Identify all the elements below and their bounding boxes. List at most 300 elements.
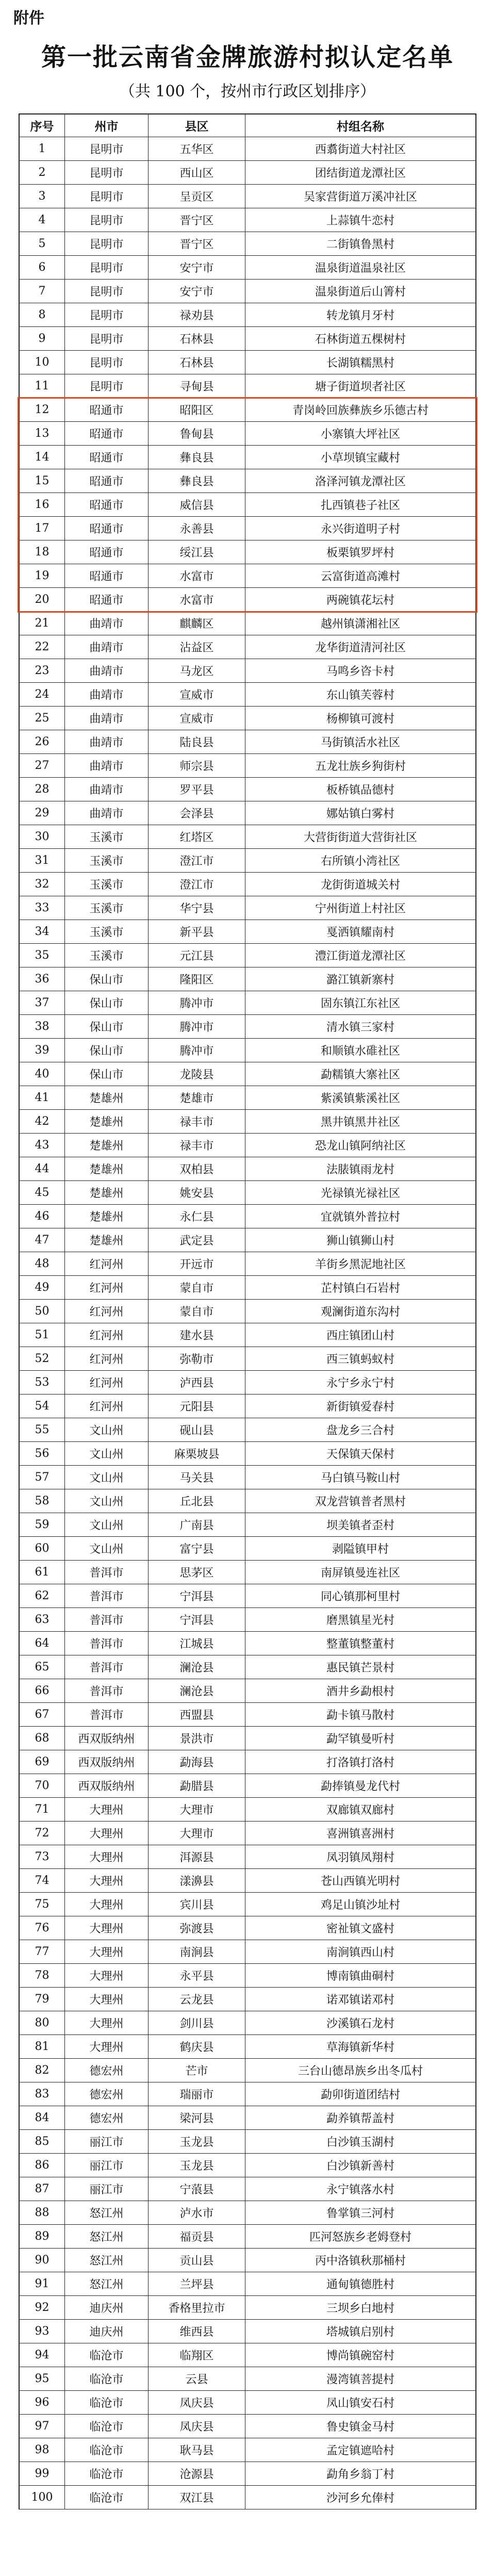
row-prefecture: 玉溪市 [65, 825, 148, 848]
row-village-name: 上蒜镇牛恋村 [326, 215, 394, 227]
row-county: 马龙区 [148, 659, 245, 682]
table-row [19, 1608, 476, 1632]
row-county: 广南县 [148, 1513, 245, 1536]
row-prefecture: 红河州 [65, 1394, 148, 1418]
row-prefecture: 曲靖市 [65, 612, 148, 635]
table-row [19, 1323, 476, 1347]
table-row [19, 635, 476, 659]
row-prefecture: 昭通市 [65, 564, 148, 587]
row-village-name: 马街镇活水社区 [320, 736, 400, 749]
table-row [19, 493, 476, 517]
row-index: 22 [20, 635, 65, 659]
row-county: 华宁县 [148, 896, 245, 920]
row-village-name: 清水镇三家村 [326, 1021, 394, 1034]
row-village-name: 白沙镇玉湖村 [326, 2136, 394, 2149]
row-prefecture: 文山州 [65, 1442, 148, 1465]
table-row [19, 873, 476, 896]
row-village-name: 宁州街道上村社区 [315, 903, 406, 915]
row-index: 12 [20, 398, 65, 421]
row-index: 18 [20, 540, 65, 564]
row-index: 70 [20, 1774, 65, 1797]
row-county: 呈贡区 [148, 185, 245, 208]
table-row [19, 1584, 476, 1608]
row-county: 云县 [148, 2367, 245, 2390]
row-village-name: 勐捧镇曼龙代村 [320, 1780, 400, 1793]
table-row [19, 2011, 476, 2035]
page-title: 第一批云南省金牌旅游村拟认定名单 [41, 43, 454, 72]
row-village-name: 吴家营街道万溪冲社区 [303, 191, 417, 204]
table-row [19, 208, 476, 232]
row-index: 56 [20, 1442, 65, 1465]
row-county: 江城县 [148, 1632, 245, 1655]
row-index: 16 [20, 493, 65, 516]
row-county: 勐海县 [148, 1750, 245, 1774]
row-county: 晋宁区 [148, 208, 245, 232]
row-index: 36 [20, 967, 65, 991]
row-prefecture: 曲靖市 [65, 778, 148, 801]
row-village-name: 潞江镇新寨村 [326, 974, 394, 987]
row-county: 禄丰市 [148, 1134, 245, 1157]
row-village-name: 温泉街道温泉社区 [315, 262, 406, 275]
row-index: 46 [20, 1205, 65, 1228]
row-index: 29 [20, 801, 65, 825]
row-prefecture: 普洱市 [65, 1632, 148, 1655]
row-village-name: 三台山德昂族乡出冬瓜村 [298, 2065, 423, 2078]
row-village-name: 东山镇芙蓉村 [326, 689, 394, 702]
row-county: 沾益区 [148, 635, 245, 659]
row-index: 63 [20, 1608, 65, 1631]
row-county: 玉龙县 [148, 2130, 245, 2153]
table-row [19, 1062, 476, 1086]
row-county: 福贡县 [148, 2225, 245, 2248]
row-village-name: 团结街道龙潭社区 [315, 167, 406, 180]
row-county: 姚安县 [148, 1181, 245, 1204]
row-index: 88 [20, 2201, 65, 2224]
table-row [19, 991, 476, 1015]
table-row [19, 612, 476, 635]
row-village-name: 羊街乡黑泥地社区 [315, 1258, 406, 1271]
row-village-name: 宜就镇外普拉村 [320, 1211, 400, 1224]
table-row [19, 351, 476, 374]
table-row [19, 2201, 476, 2225]
row-village-name: 扎西镇巷子社区 [320, 499, 400, 512]
row-prefecture: 临沧市 [65, 2367, 148, 2390]
row-index: 50 [20, 1300, 65, 1323]
row-county: 隆阳区 [148, 967, 245, 991]
table-row [19, 2225, 476, 2249]
row-county: 蒙自市 [148, 1300, 245, 1323]
row-prefecture: 玉溪市 [65, 944, 148, 967]
table-row [19, 2391, 476, 2415]
table-row [19, 1157, 476, 1181]
row-village-name: 西庄镇团山村 [326, 1330, 394, 1342]
header-index: 序号 [20, 114, 65, 137]
row-county: 水富市 [148, 588, 245, 611]
row-index: 87 [20, 2177, 65, 2201]
table-row [19, 801, 476, 825]
row-prefecture: 楚雄州 [65, 1110, 148, 1133]
row-village-name: 剥隘镇甲村 [332, 1543, 389, 1556]
row-index: 31 [20, 849, 65, 872]
row-index: 26 [20, 730, 65, 753]
row-village-name: 沙溪镇石龙村 [326, 2017, 394, 2030]
row-village-name: 凤羽镇凤翔村 [326, 1851, 394, 1864]
table-row [19, 1845, 476, 1869]
row-county: 宣威市 [148, 707, 245, 730]
row-index: 65 [20, 1655, 65, 1679]
row-village-name: 永宁乡永宁村 [326, 1377, 394, 1390]
table-row [19, 659, 476, 683]
row-village-name: 沙河乡允俸村 [326, 2492, 394, 2505]
row-village-name: 勐角乡翁丁村 [326, 2468, 394, 2481]
row-prefecture: 楚雄州 [65, 1181, 148, 1204]
row-village-name: 鲁掌镇三河村 [326, 2207, 394, 2220]
row-prefecture: 曲靖市 [65, 635, 148, 659]
row-county: 沧源县 [148, 2462, 245, 2485]
row-county: 凤庆县 [148, 2415, 245, 2438]
row-prefecture: 楚雄州 [65, 1157, 148, 1180]
table-row [19, 422, 476, 446]
table-row [19, 920, 476, 944]
row-village-name: 塔城镇启别村 [326, 2326, 394, 2339]
row-village-name: 马白镇马鞍山村 [320, 1472, 400, 1485]
row-county: 维西县 [148, 2320, 245, 2343]
row-county: 勐腊县 [148, 1774, 245, 1797]
row-prefecture: 昆明市 [65, 303, 148, 326]
table-row [19, 374, 476, 398]
row-village-name: 整董镇整董村 [326, 1638, 394, 1651]
table-row [19, 280, 476, 303]
row-prefecture: 保山市 [65, 1015, 148, 1038]
row-prefecture: 丽江市 [65, 2177, 148, 2201]
row-prefecture: 红河州 [65, 1371, 148, 1394]
table-row [19, 1703, 476, 1727]
row-index: 80 [20, 2011, 65, 2034]
table-row [19, 1300, 476, 1323]
row-prefecture: 普洱市 [65, 1655, 148, 1679]
row-index: 23 [20, 659, 65, 682]
table-row [19, 2415, 476, 2438]
row-county: 宾川县 [148, 1893, 245, 1916]
row-prefecture: 昆明市 [65, 351, 148, 374]
row-county: 澄江市 [148, 849, 245, 872]
table-row [19, 707, 476, 730]
row-index: 40 [20, 1062, 65, 1086]
row-village-name: 板栗镇罗坪村 [326, 547, 394, 560]
row-county: 兰坪县 [148, 2272, 245, 2295]
row-county: 宁洱县 [148, 1608, 245, 1631]
table-row [19, 1513, 476, 1537]
row-village-name: 杨柳镇可渡村 [326, 713, 394, 726]
row-county: 石林县 [148, 351, 245, 374]
row-county: 西山区 [148, 161, 245, 184]
row-village-name: 五龙壮族乡狗街村 [315, 760, 406, 773]
table-row [19, 849, 476, 873]
row-prefecture: 临沧市 [65, 2343, 148, 2367]
table-row [19, 896, 476, 920]
row-prefecture: 昆明市 [65, 137, 148, 160]
table-row [19, 2130, 476, 2154]
row-index: 57 [20, 1466, 65, 1489]
row-county: 西盟县 [148, 1703, 245, 1726]
row-county: 罗平县 [148, 778, 245, 801]
row-index: 94 [20, 2343, 65, 2367]
row-index: 97 [20, 2415, 65, 2438]
table-row [19, 137, 476, 161]
row-county: 芒市 [148, 2059, 245, 2082]
row-index: 5 [20, 232, 65, 255]
row-village-name: 勐卯街道团结村 [320, 2089, 400, 2102]
row-index: 1 [20, 137, 65, 160]
table-row [19, 1015, 476, 1039]
row-index: 33 [20, 896, 65, 920]
row-village-name: 龙街街道城关村 [320, 879, 400, 892]
row-county: 瑞丽市 [148, 2082, 245, 2106]
row-county: 剑川县 [148, 2011, 245, 2034]
table-row [19, 1632, 476, 1655]
table-row [19, 1110, 476, 1134]
row-village-name: 固东镇江东社区 [320, 997, 400, 1010]
row-county: 宁洱县 [148, 1584, 245, 1607]
row-village-name: 打洛镇打洛村 [326, 1757, 394, 1769]
table-row [19, 185, 476, 208]
row-prefecture: 楚雄州 [65, 1134, 148, 1157]
table-row [19, 1537, 476, 1561]
header-prefecture: 州市 [65, 114, 148, 137]
row-prefecture: 丽江市 [65, 2130, 148, 2153]
row-index: 91 [20, 2272, 65, 2295]
row-index: 60 [20, 1537, 65, 1560]
table-row [19, 1252, 476, 1276]
row-index: 7 [20, 280, 65, 303]
row-county: 澄江市 [148, 873, 245, 896]
row-county: 临翔区 [148, 2343, 245, 2367]
row-village-name: 鸡足山镇沙址村 [320, 1899, 400, 1912]
row-index: 28 [20, 778, 65, 801]
table-row [19, 730, 476, 754]
row-index: 8 [20, 303, 65, 326]
row-index: 55 [20, 1418, 65, 1441]
row-prefecture: 昭通市 [65, 469, 148, 493]
row-village-name: 观澜街道东沟村 [320, 1306, 400, 1319]
row-prefecture: 大理州 [65, 1869, 148, 1892]
table-row [19, 2343, 476, 2367]
row-village-name: 勐卡镇马散村 [326, 1709, 394, 1722]
row-prefecture: 普洱市 [65, 1561, 148, 1584]
row-village-name: 塘子街道坝者社区 [315, 381, 406, 393]
row-prefecture: 昆明市 [65, 327, 148, 350]
row-village-name: 温泉街道后山箐村 [315, 286, 406, 299]
row-index: 48 [20, 1252, 65, 1275]
row-prefecture: 昭通市 [65, 588, 148, 611]
table-row [19, 540, 476, 564]
row-index: 19 [20, 564, 65, 587]
row-prefecture: 文山州 [65, 1489, 148, 1513]
table-row [19, 967, 476, 991]
row-prefecture: 保山市 [65, 1062, 148, 1086]
row-prefecture: 普洱市 [65, 1608, 148, 1631]
row-village-name: 勐罕镇曼听村 [326, 1733, 394, 1746]
row-county: 腾冲市 [148, 1039, 245, 1062]
table-row [19, 2082, 476, 2106]
row-county: 晋宁区 [148, 232, 245, 255]
table-row [19, 944, 476, 967]
row-prefecture: 怒江州 [65, 2225, 148, 2248]
row-county: 安宁市 [148, 256, 245, 279]
table-row [19, 1964, 476, 1988]
row-prefecture: 楚雄州 [65, 1086, 148, 1109]
row-index: 58 [20, 1489, 65, 1513]
row-village-name: 恐龙山镇阿纳社区 [315, 1140, 406, 1153]
table-row [19, 256, 476, 280]
row-village-name: 博尚镇碗窑村 [326, 2350, 394, 2362]
row-prefecture: 德宏州 [65, 2059, 148, 2082]
row-county: 弥渡县 [148, 1916, 245, 1940]
row-prefecture: 昆明市 [65, 185, 148, 208]
row-county: 水富市 [148, 564, 245, 587]
row-village-name: 诺邓镇诺邓村 [326, 1994, 394, 2007]
table-row [19, 1442, 476, 1466]
table-row [19, 1798, 476, 1822]
row-county: 景洪市 [148, 1727, 245, 1750]
row-village-name: 狮山镇狮山村 [326, 1235, 394, 1248]
row-prefecture: 文山州 [65, 1466, 148, 1489]
row-county: 鲁甸县 [148, 422, 245, 445]
table-row [19, 1655, 476, 1679]
table-row [19, 2059, 476, 2082]
row-county: 会泽县 [148, 801, 245, 825]
row-village-name: 凤山镇安石村 [326, 2397, 394, 2410]
row-county: 澜沧县 [148, 1679, 245, 1702]
table-row [19, 1418, 476, 1442]
row-county: 楚雄市 [148, 1086, 245, 1109]
table-row [19, 588, 476, 612]
row-county: 宣威市 [148, 683, 245, 706]
row-index: 6 [20, 256, 65, 279]
row-village-name: 两碗镇花坛村 [326, 594, 394, 607]
row-index: 61 [20, 1561, 65, 1584]
row-village-name: 南屏镇曼连社区 [320, 1567, 400, 1580]
row-village-name: 同心镇那柯里村 [320, 1590, 400, 1603]
row-index: 3 [20, 185, 65, 208]
row-index: 13 [20, 422, 65, 445]
row-village-name: 新街镇爱春村 [326, 1401, 394, 1414]
table-row [19, 1916, 476, 1940]
table-row [19, 1988, 476, 2011]
table-row [19, 683, 476, 707]
header-county: 县区 [148, 114, 245, 137]
table-row [19, 446, 476, 469]
row-county: 昭阳区 [148, 398, 245, 421]
row-county: 鹤庆县 [148, 2035, 245, 2058]
row-county: 腾冲市 [148, 1015, 245, 1038]
row-county: 丘北县 [148, 1489, 245, 1513]
table-row [19, 469, 476, 493]
row-village-name: 酒井乡勐根村 [326, 1685, 394, 1698]
table-row [19, 1893, 476, 1916]
row-index: 43 [20, 1134, 65, 1157]
row-prefecture: 保山市 [65, 1039, 148, 1062]
row-index: 68 [20, 1727, 65, 1750]
row-county: 永善县 [148, 517, 245, 540]
row-village-name: 大营街街道大营街社区 [303, 831, 417, 844]
page-subtitle: （共 100 个，按州市行政区划排序） [119, 83, 376, 101]
row-prefecture: 昆明市 [65, 256, 148, 279]
table-row [19, 2106, 476, 2130]
row-index: 44 [20, 1157, 65, 1180]
row-prefecture: 文山州 [65, 1513, 148, 1536]
row-index: 93 [20, 2320, 65, 2343]
row-village-name: 双廊镇双廊村 [326, 1804, 394, 1817]
table-row [19, 398, 476, 422]
row-index: 84 [20, 2106, 65, 2129]
row-village-name: 小寨镇大坪社区 [320, 428, 400, 441]
row-index: 79 [20, 1988, 65, 2011]
row-prefecture: 楚雄州 [65, 1205, 148, 1228]
row-index: 39 [20, 1039, 65, 1062]
row-index: 67 [20, 1703, 65, 1726]
row-county: 南涧县 [148, 1940, 245, 1963]
row-county: 贡山县 [148, 2249, 245, 2272]
row-county: 腾冲市 [148, 991, 245, 1014]
row-index: 82 [20, 2059, 65, 2082]
row-index: 49 [20, 1276, 65, 1299]
row-prefecture: 曲靖市 [65, 683, 148, 706]
row-village-name: 天保镇天保村 [326, 1448, 394, 1461]
row-county: 五华区 [148, 137, 245, 160]
row-index: 83 [20, 2082, 65, 2106]
table-row [19, 2035, 476, 2059]
row-prefecture: 大理州 [65, 1988, 148, 2011]
row-county: 永平县 [148, 1964, 245, 1987]
row-prefecture: 怒江州 [65, 2272, 148, 2295]
row-prefecture: 昭通市 [65, 446, 148, 469]
row-village-name: 澧江街道龙潭社区 [315, 950, 406, 963]
row-county: 云龙县 [148, 1988, 245, 2011]
row-village-name: 通甸镇德胜村 [326, 2278, 394, 2291]
row-prefecture: 保山市 [65, 967, 148, 991]
row-county: 石林县 [148, 327, 245, 350]
row-county: 绥江县 [148, 540, 245, 564]
table-row [19, 1276, 476, 1300]
row-county: 大理市 [148, 1798, 245, 1821]
row-county: 彝良县 [148, 446, 245, 469]
row-prefecture: 迪庆州 [65, 2320, 148, 2343]
row-prefecture: 昭通市 [65, 517, 148, 540]
row-prefecture: 玉溪市 [65, 920, 148, 943]
row-index: 24 [20, 683, 65, 706]
row-prefecture: 大理州 [65, 1845, 148, 1868]
row-prefecture: 大理州 [65, 1893, 148, 1916]
table-row [19, 1940, 476, 1964]
table-row [19, 2320, 476, 2343]
row-county: 禄劝县 [148, 303, 245, 326]
row-prefecture: 文山州 [65, 1418, 148, 1441]
row-village-name: 双龙营镇普者黑村 [315, 1496, 406, 1508]
row-index: 89 [20, 2225, 65, 2248]
row-county: 富宁县 [148, 1537, 245, 1560]
row-village-name: 惠民镇芒景村 [326, 1662, 394, 1675]
table-row [19, 1679, 476, 1703]
row-prefecture: 玉溪市 [65, 849, 148, 872]
row-index: 11 [20, 374, 65, 398]
row-prefecture: 德宏州 [65, 2082, 148, 2106]
row-index: 52 [20, 1347, 65, 1370]
row-village-name: 白沙镇新善村 [326, 2160, 394, 2173]
row-village-name: 青岗岭回族彝族乡乐德古村 [292, 404, 428, 417]
row-village-name: 孟定镇遮哈村 [326, 2444, 394, 2457]
row-index: 99 [20, 2462, 65, 2485]
